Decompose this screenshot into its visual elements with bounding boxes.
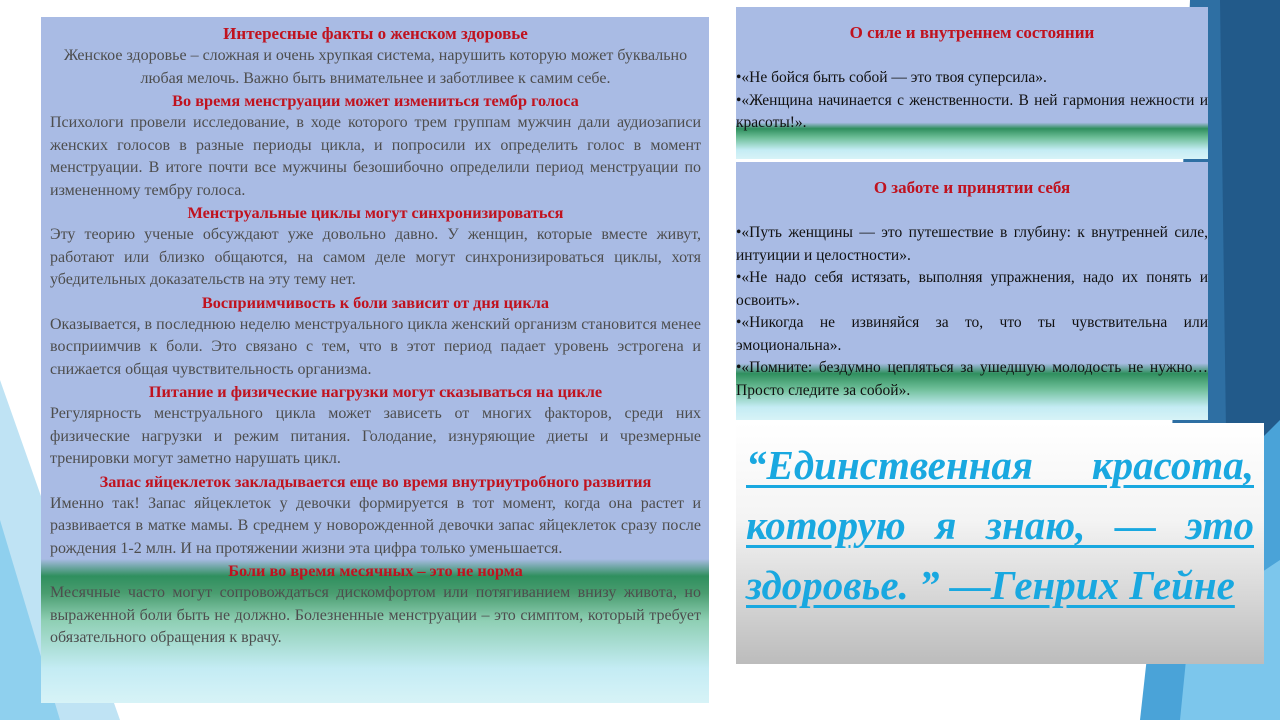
quote-item: •«Не надо себя истязать, выполняя упражнения, надо их понять и освоить». — [736, 269, 1208, 309]
care-title: О заботе и принятии себя — [873, 178, 1071, 197]
fact-heading: Менструальные циклы могут синхронизироваться — [187, 203, 564, 222]
facts-title: Интересные факты о женском здоровье — [223, 24, 528, 43]
fact-text: Эту теорию ученые обсуждают уже довольно давно. У женщин, которые вместе живут, работают или близко общаются, на самом деле могут синхронизироваться циклы, хотя убедительных доказательств на эту тему нет. — [50, 226, 701, 288]
quote-item: •«Женщина начинается с женственности. В ней гармония нежности и красоты!». — [736, 91, 1208, 131]
facts-panel — [41, 17, 709, 703]
quote-item: •«Не бойся быть собой — это твоя суперсила». — [736, 69, 1047, 86]
strength-title: О силе и внутреннем состоянии — [849, 23, 1095, 42]
fact-text: Именно так! Запас яйцеклеток у девочки формируется в тот момент, когда она растет и развивается в матке мамы. В среднем у новорожденной девочки запас яйцеклеток сразу после рождения 1-2 млн. И на протяжении жизни эта цифра только уменьшается. — [50, 494, 701, 557]
fact-heading: Питание и физические нагрузки могут сказываться на цикле — [148, 382, 603, 401]
fact-text: Оказывается, в последнюю неделю менструального цикла женский организм становится менее восприимчив к боли. Это связано с тем, что в этот период падает уровень эстрогена и снижается общая чувствительность организма. — [50, 315, 701, 378]
fact-heading: Запас яйцеклеток закладывается еще во время внутриутробного развития — [99, 471, 652, 491]
big-quote-box — [736, 423, 1264, 664]
fact-heading: Боли во время месячных – это не норма — [228, 561, 523, 580]
big-quote-text[interactable]: “Единственная красота, которую я знаю, — это здоровье. ” —Генрих Гейне — [746, 442, 1254, 608]
strength-quotes-panel — [736, 7, 1208, 159]
care-quotes-panel — [736, 162, 1208, 420]
quote-item: •«Никогда не извиняйся за то, что ты чувствительна или эмоциональна». — [736, 314, 1208, 354]
fact-heading: Восприимчивость к боли зависит от дня цикла — [201, 292, 550, 312]
facts-intro: Женское здоровье – сложная и очень хрупкая система, нарушить которую может буквально любая мелочь. Важно быть внимательнее и заботливее к самим себе. — [63, 47, 688, 87]
fact-text: Месячные часто могут сопровождаться дискомфортом или потягиванием внизу живота, но выраженной боли быть не должно. Болезненные менструации – это симптом, который требует обязательного обращения к врачу. — [50, 584, 701, 646]
fact-text: Регулярность менструального цикла может зависеть от многих факторов, среди них физические нагрузки и режим питания. Голодание, изнуряющие диеты и чрезмерные тренировки могут заметно нарушать цикл. — [50, 405, 701, 467]
fact-heading: Во время менструации может измениться тембр голоса — [172, 91, 579, 110]
care-quote-list — [736, 222, 1208, 402]
quote-item: •«Помните: бездумно цепляться за ушедшую молодость не нужно… Просто следите за собой». — [736, 359, 1208, 399]
quote-item: •«Путь женщины — это путешествие в глубину: к внутренней силе, интуиции и целостности». — [736, 224, 1208, 264]
strength-quote-list — [736, 67, 1208, 135]
fact-text: Психологи провели исследование, в ходе которого трем группам мужчин дали аудиозаписи женских голосов в разные периоды цикла, и попросили их определить голос в момент менструации. В итоге почти все мужчины безошибочно определили период менструации по измененному тембру голоса. — [50, 114, 701, 199]
